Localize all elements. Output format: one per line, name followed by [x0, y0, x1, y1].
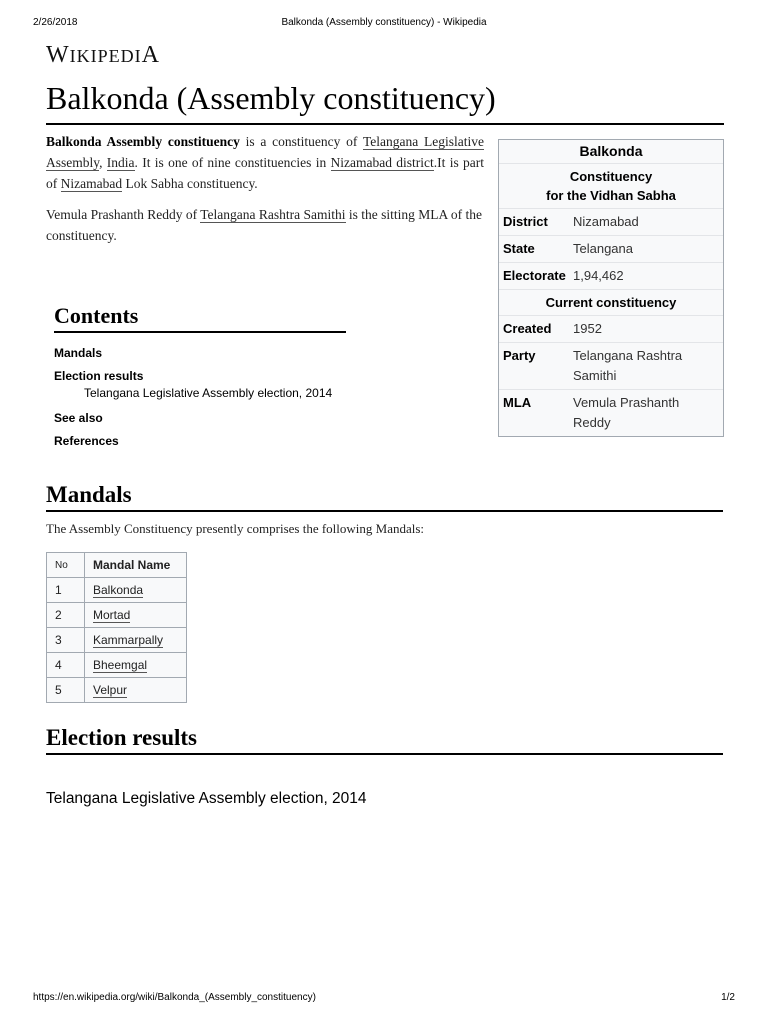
toc-item-election-results[interactable]: Election results [54, 368, 144, 383]
infobox-row-state: State Telangana [499, 235, 723, 262]
table-row: 2 Mortad [47, 603, 187, 628]
link-nizamabad[interactable]: Nizamabad [60, 176, 123, 191]
page-title: Balkonda (Assembly constituency) [46, 80, 724, 125]
infobox-title: Balkonda [579, 143, 643, 159]
wikipedia-logo[interactable]: WIKIPEDIA [46, 42, 160, 68]
mandal-link-bheemgal: Bheemgal [93, 658, 148, 672]
mandals-table [46, 552, 187, 703]
toc-item-mandals[interactable]: Mandals [54, 346, 103, 360]
column-header-mandal-name: Mandal Name [85, 553, 187, 578]
table-of-contents [54, 303, 346, 453]
print-url: https://en.wikipedia.org/wiki/Balkonda_(Assembly_constituency) [33, 992, 316, 1003]
print-page-title: Balkonda (Assembly constituency) - Wikipedia [281, 17, 487, 28]
toc-title: Contents [54, 303, 346, 333]
subheading-election-2014: Telangana Legislative Assembly election, 2014 [46, 790, 367, 807]
print-page-number: 1/2 [721, 992, 735, 1003]
print-date: 2/26/2018 [33, 17, 78, 28]
intro-paragraph-1: Balkonda Assembly constituency is a constituency of Telangana Legislative Assembly, India. It is one of nine constituencies in Nizamabad district.It is part of Nizamabad Lok Sabha constituency. [46, 134, 484, 191]
infobox-row-created: Created 1952 [499, 315, 723, 342]
toc-item-election-2014[interactable]: Telangana Legislative Assembly election, 2014 [84, 386, 333, 400]
infobox-subtitle: Constituency for the Vidhan Sabha [499, 163, 723, 208]
mandal-link-velpur: Velpur [93, 683, 128, 697]
table-row: 3 Kammarpally [47, 628, 187, 653]
mandal-link-mortad: Mortad [93, 608, 131, 622]
intro-paragraph-2: Vemula Prashanth Reddy of Telangana Rashtra Samithi is the sitting MLA of the constituency. [46, 207, 482, 243]
table-row: 4 Bheemgal [47, 653, 187, 678]
section-heading-election-results: Election results [46, 725, 723, 755]
toc-item-see-also[interactable]: See also [54, 411, 103, 425]
mandal-link-kammarpally: Kammarpally [93, 633, 164, 647]
infobox-row-party: Party Telangana Rashtra Samithi [499, 342, 723, 389]
mandal-link-balkonda: Balkonda [93, 583, 144, 597]
link-india[interactable]: India [106, 155, 135, 170]
link-telangana-rashtra-samithi[interactable]: Telangana Rashtra Samithi [200, 207, 346, 222]
infobox-section-current: Current constituency [499, 289, 723, 315]
table-row: 5 Velpur [47, 678, 187, 703]
link-telangana-legislative-assembly[interactable]: Telangana Legislative Assembly [46, 134, 484, 170]
column-header-no: No [47, 553, 85, 578]
toc-item-references[interactable]: References [54, 433, 119, 448]
infobox-row-district: District Nizamabad [499, 208, 723, 235]
link-nizamabad-district[interactable]: Nizamabad district [330, 155, 434, 170]
infobox [498, 139, 724, 437]
intro-text [46, 131, 484, 256]
infobox-row-electorate: Electorate 1,94,462 [499, 262, 723, 289]
mandals-intro: The Assembly Constituency presently comprises the following Mandals: [46, 521, 425, 536]
table-row: 1 Balkonda [47, 578, 187, 603]
table-header-row [47, 553, 187, 578]
section-heading-mandals: Mandals [46, 482, 723, 512]
infobox-row-mla: MLA Vemula Prashanth Reddy [499, 389, 723, 436]
